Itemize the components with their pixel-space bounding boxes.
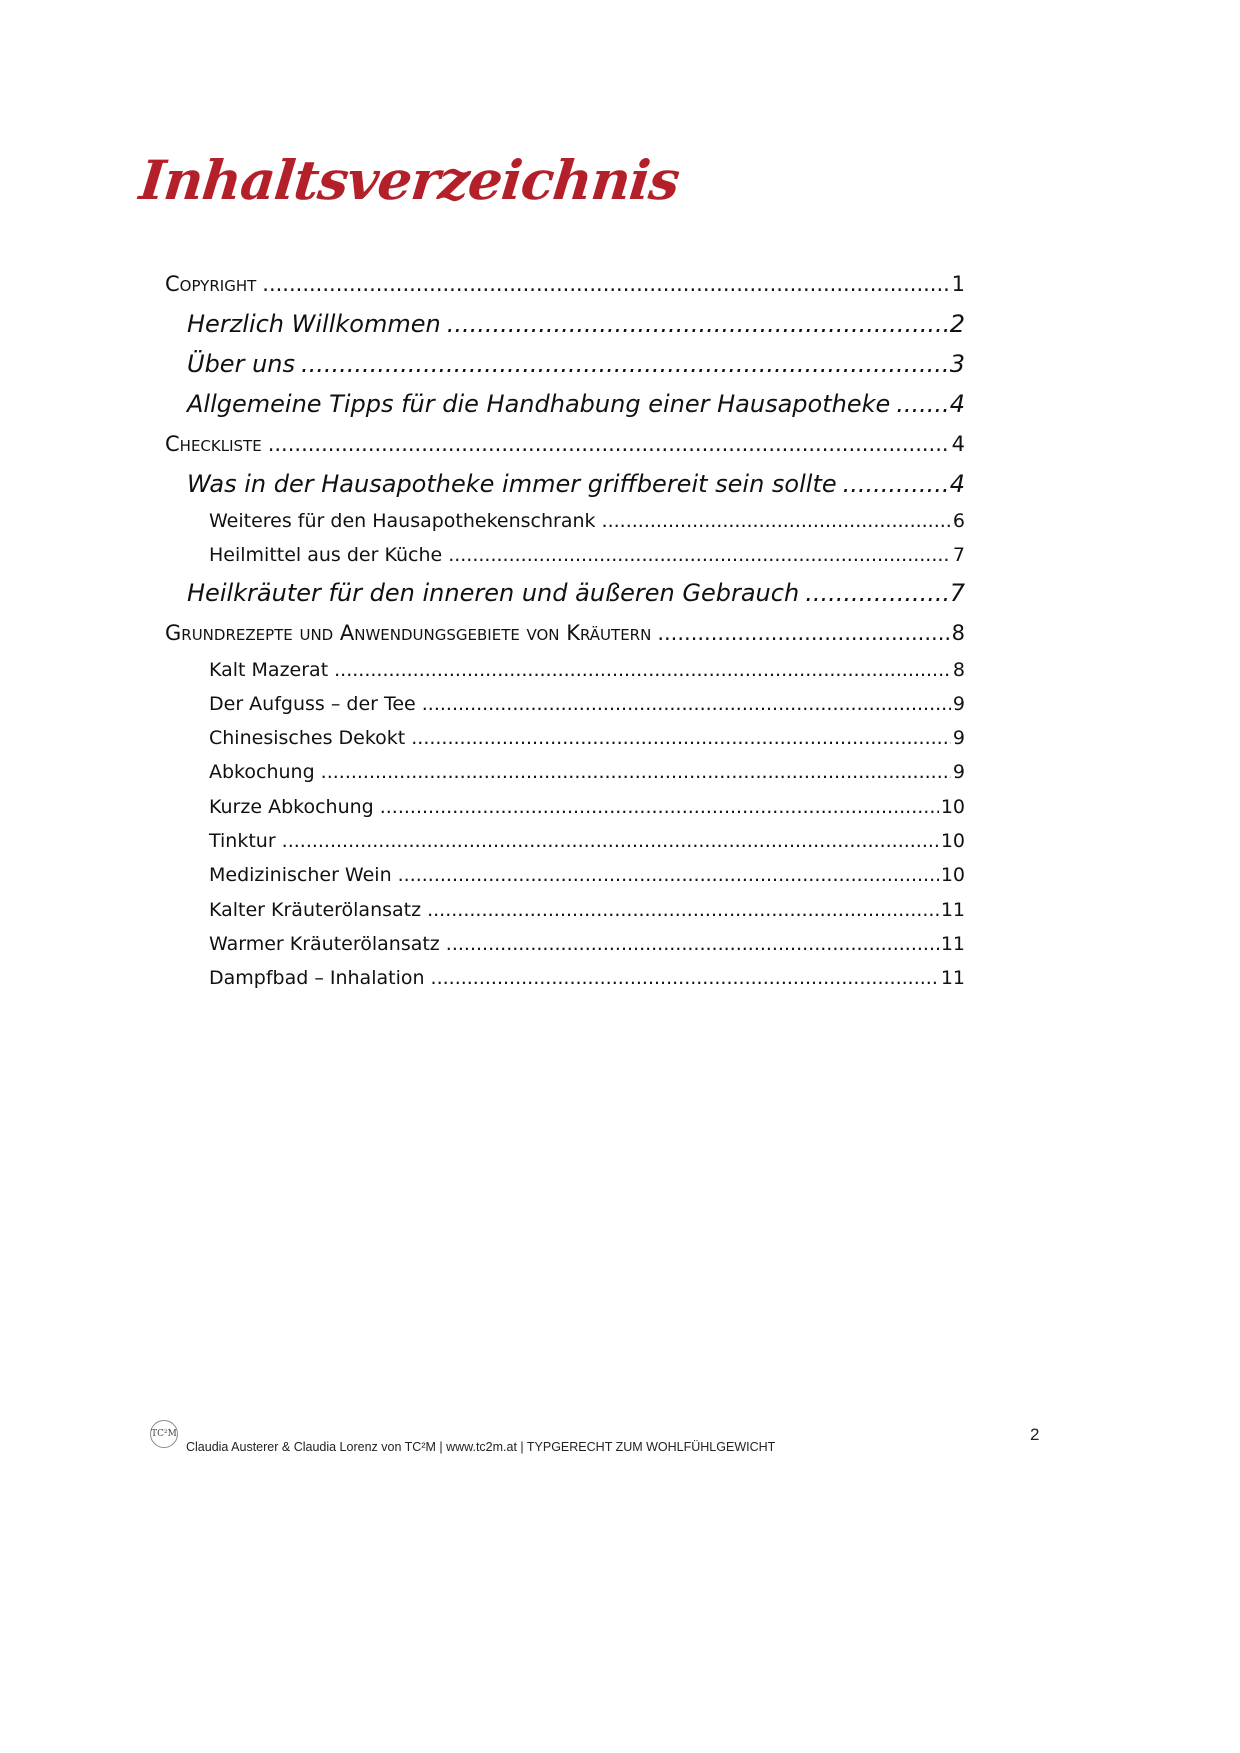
toc-entry-label: Copyright bbox=[165, 272, 257, 296]
page-footer bbox=[150, 1420, 776, 1454]
toc-leader-dots bbox=[805, 573, 948, 613]
toc-leader-dots bbox=[301, 344, 948, 384]
toc-leader-dots bbox=[447, 304, 948, 344]
toc-entry-page: 10 bbox=[940, 830, 965, 853]
toc-entry-page: 11 bbox=[940, 967, 965, 990]
toc-entry-kalter-kraeuteroelansatz[interactable] bbox=[165, 893, 965, 927]
page-title: Inhaltsverzeichnis bbox=[136, 148, 683, 212]
table-of-contents bbox=[165, 264, 965, 996]
toc-leader-dots bbox=[282, 824, 939, 858]
toc-entry-label: Medizinischer Wein bbox=[209, 864, 392, 887]
toc-entry-label: Über uns bbox=[187, 350, 295, 378]
toc-entry-page: 7 bbox=[949, 578, 965, 607]
toc-entry-warmer-kraeuteroelansatz[interactable] bbox=[165, 927, 965, 961]
toc-entry-heilkraeuter[interactable] bbox=[165, 573, 965, 613]
toc-entry-page: 11 bbox=[940, 898, 965, 921]
toc-entry-page: 6 bbox=[952, 510, 965, 532]
toc-leader-dots bbox=[843, 464, 948, 504]
toc-entry-herzlich-willkommen[interactable] bbox=[165, 304, 965, 344]
toc-entry-page: 4 bbox=[949, 390, 965, 418]
toc-leader-dots bbox=[398, 858, 939, 892]
toc-leader-dots bbox=[411, 721, 951, 755]
toc-entry-page: 4 bbox=[949, 470, 965, 498]
toc-entry-label: Grundrezepte und Anwendungsgebiete von Kräutern bbox=[165, 620, 652, 645]
toc-entry-page: 1 bbox=[951, 272, 965, 296]
toc-entry-page: 4 bbox=[951, 432, 965, 456]
toc-entry-label: Warmer Kräuterölansatz bbox=[209, 932, 440, 955]
toc-entry-label: Chinesisches Dekokt bbox=[209, 727, 406, 750]
toc-leader-dots bbox=[262, 264, 949, 304]
toc-entry-page: 9 bbox=[952, 761, 965, 784]
toc-entry-hausapothekenschrank[interactable] bbox=[165, 504, 965, 538]
toc-entry-page: 11 bbox=[940, 932, 965, 955]
toc-entry-copyright[interactable] bbox=[165, 264, 965, 304]
toc-leader-dots bbox=[446, 927, 939, 961]
toc-leader-dots bbox=[431, 961, 939, 995]
toc-entry-page: 10 bbox=[940, 864, 965, 887]
toc-entry-chinesisches-dekokt[interactable] bbox=[165, 721, 965, 755]
toc-entry-label: Abkochung bbox=[209, 761, 315, 784]
toc-entry-label: Kurze Abkochung bbox=[209, 795, 374, 818]
toc-entry-kurze-abkochung[interactable] bbox=[165, 790, 965, 824]
toc-leader-dots bbox=[602, 504, 951, 538]
footer-text: Claudia Austerer & Claudia Lorenz von TC²M | www.tc2m.at | TYPGERECHT ZUM WOHLFÜHLGEWICHT bbox=[186, 1440, 776, 1454]
toc-entry-grundrezepte[interactable] bbox=[165, 613, 965, 653]
toc-entry-page: 7 bbox=[952, 544, 965, 567]
toc-entry-heilmittel-kueche[interactable] bbox=[165, 538, 965, 572]
toc-entry-kalt-mazerat[interactable] bbox=[165, 653, 965, 687]
toc-entry-label: Herzlich Willkommen bbox=[187, 310, 441, 338]
toc-entry-abkochung[interactable] bbox=[165, 755, 965, 789]
toc-entry-tinktur[interactable] bbox=[165, 824, 965, 858]
toc-entry-label: Heilmittel aus der Küche bbox=[209, 544, 443, 567]
toc-entry-label: Kalt Mazerat bbox=[209, 658, 329, 681]
toc-leader-dots bbox=[334, 653, 951, 687]
toc-entry-label: Weiteres für den Hausapothekenschrank bbox=[209, 510, 596, 532]
toc-entry-ueber-uns[interactable] bbox=[165, 344, 965, 384]
toc-entry-label: Allgemeine Tipps für die Handhabung einer Hausapotheke bbox=[187, 390, 891, 418]
toc-entry-aufguss[interactable] bbox=[165, 687, 965, 721]
toc-entry-dampfbad[interactable] bbox=[165, 961, 965, 995]
toc-leader-dots bbox=[427, 893, 939, 927]
toc-leader-dots bbox=[380, 790, 939, 824]
toc-entry-label: Checkliste bbox=[165, 432, 262, 456]
toc-entry-page: 8 bbox=[952, 658, 965, 681]
toc-entry-page: 3 bbox=[949, 350, 965, 378]
tc2m-logo-icon: TC²M bbox=[150, 1420, 178, 1448]
toc-entry-label: Dampfbad – Inhalation bbox=[209, 967, 425, 990]
toc-leader-dots bbox=[268, 424, 950, 464]
toc-entry-page: 10 bbox=[940, 795, 965, 818]
toc-entry-label: Der Aufguss – der Tee bbox=[209, 692, 416, 715]
toc-entry-medizinischer-wein[interactable] bbox=[165, 858, 965, 892]
toc-entry-page: 9 bbox=[952, 727, 965, 750]
page-number: 2 bbox=[1030, 1425, 1040, 1444]
toc-leader-dots bbox=[448, 538, 951, 572]
toc-leader-dots bbox=[321, 755, 951, 789]
toc-entry-label: Tinktur bbox=[209, 830, 276, 853]
toc-entry-allgemeine-tipps[interactable] bbox=[165, 384, 965, 424]
toc-leader-dots bbox=[422, 687, 951, 721]
toc-leader-dots bbox=[896, 384, 947, 424]
toc-leader-dots bbox=[657, 613, 949, 653]
toc-entry-page: 2 bbox=[949, 310, 965, 338]
toc-entry-page: 9 bbox=[952, 692, 965, 715]
toc-entry-page: 8 bbox=[951, 620, 965, 645]
toc-entry-label: Heilkräuter für den inneren und äußeren Gebrauch bbox=[187, 578, 800, 607]
toc-entry-label: Kalter Kräuterölansatz bbox=[209, 898, 422, 921]
toc-entry-checkliste[interactable] bbox=[165, 424, 965, 464]
toc-entry-label: Was in der Hausapotheke immer griffbereit sein sollte bbox=[187, 470, 837, 498]
toc-entry-griffbereit[interactable] bbox=[165, 464, 965, 504]
